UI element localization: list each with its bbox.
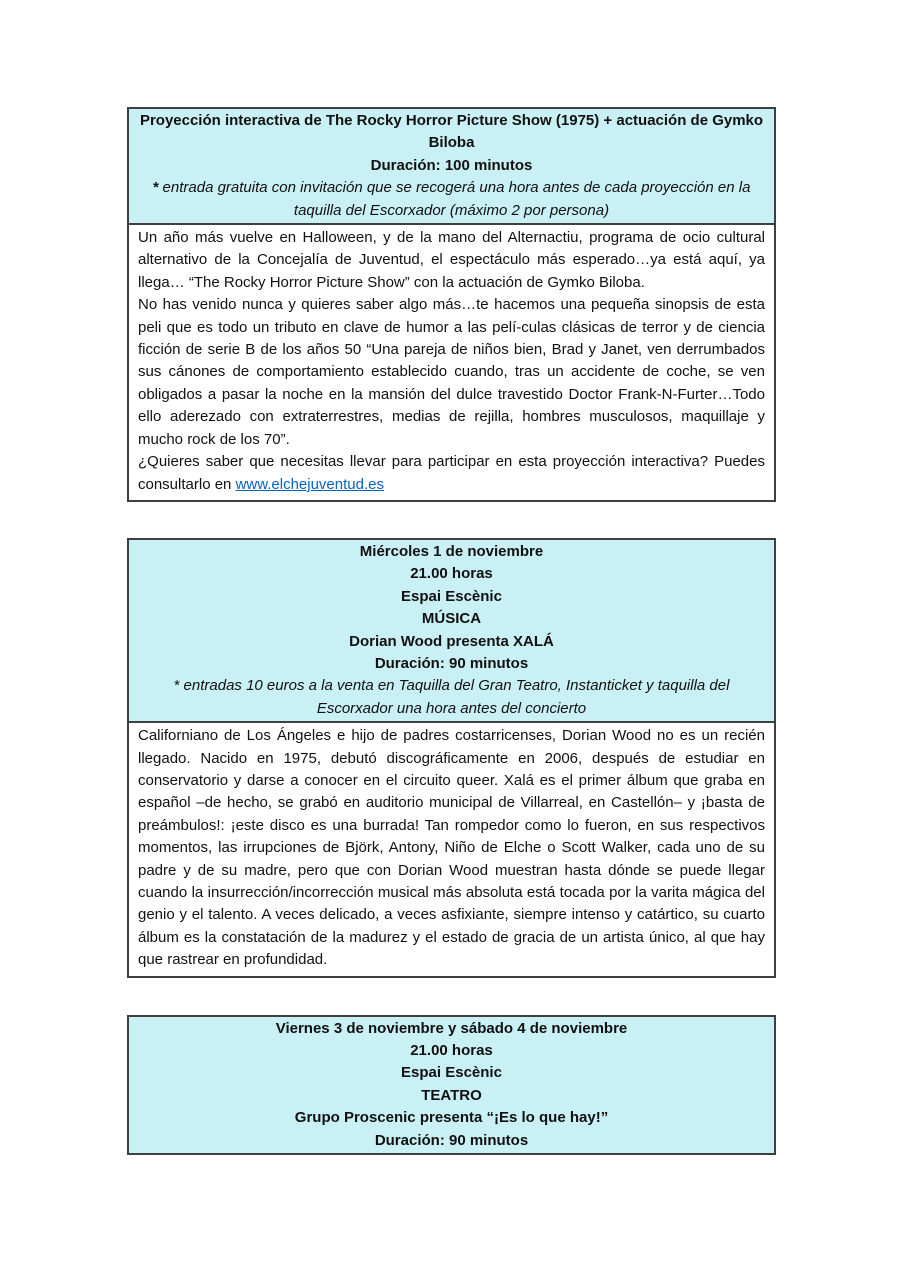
page-content [127, 107, 776, 1155]
event-show-title: Grupo Proscenic presenta “¡Es lo que hay!” [294, 1109, 609, 1127]
paragraph-text: ¿Quieres saber que necesitas llevar para participar en esta proyección interactiva? Puedes consultarlo en [138, 453, 765, 493]
event-date: Viernes 3 de noviembre y sábado 4 de noviembre [275, 1019, 628, 1037]
event-category: MÚSICA [421, 610, 482, 628]
ticket-note: * entradas 10 euros a la venta en Taquilla del Gran Teatro, Instanticket y taquilla del Escorxador una hora antes del concierto [173, 677, 730, 717]
note-asterisk: * [152, 179, 163, 197]
event-card-rocky-horror [127, 107, 776, 502]
event-header-rocky-horror [129, 109, 774, 225]
event-venue: Espai Escènic [401, 1064, 502, 1082]
event-category: TEATRO [421, 1086, 482, 1104]
event-header-dorian-wood [129, 540, 774, 723]
event-card-dorian-wood [127, 538, 776, 978]
event-time: 21.00 horas [410, 565, 493, 583]
event-card-proscenic [127, 1015, 776, 1155]
website-link[interactable]: www.elchejuventud.es [235, 475, 384, 493]
event-duration: Duración: 90 minutos [374, 1131, 529, 1149]
event-duration: Duración: 90 minutos [374, 654, 529, 672]
description-paragraph [138, 451, 765, 496]
event-duration: Duración: 100 minutos [370, 156, 533, 174]
event-show-title: Dorian Wood presenta XALÁ [349, 632, 554, 650]
description-paragraph: Un año más vuelve en Halloween, y de la mano del Alternactiu, programa de ocio cultural alternativo de la Concejalía de Juventud, el espectáculo más esperado…ya está aquí, ya llega… “The Rocky Horror Picture Show” con la actuación de Gymko Biloba. [138, 229, 765, 291]
event-time: 21.00 horas [410, 1042, 493, 1060]
ticket-note [139, 177, 764, 222]
description-paragraph: No has venido nunca y quieres saber algo más…te hacemos una pequeña sinopsis de esta peli que es todo un tributo en clave de humor a las pelí-culas clásicas de terror y de ciencia ficción de serie B de los años 50 “Una pareja de niños bien, Brad y Janet, ven derrumbados sus cánones de comportamiento establecido cuando, tras un accidente de coche, se ven obligados a pasar la noche en la mansión del dulce travestido Doctor Frank-N-Furter…Todo ello aderezado con extraterrestres, medias de rejilla, hombres musculosos, maquillaje y mucho rock de los 70”. [138, 296, 765, 448]
event-date: Miércoles 1 de noviembre [359, 542, 544, 560]
event-title: Proyección interactiva de The Rocky Horror Picture Show (1975) + actuación de Gymko Biloba [139, 112, 764, 152]
note-text: entrada gratuita con invitación que se recogerá una hora antes de cada proyección en la taquilla del Escorxador (máximo 2 por persona) [162, 179, 751, 219]
event-header-proscenic [129, 1017, 774, 1153]
event-description-rocky-horror [129, 225, 774, 500]
description-paragraph: Californiano de Los Ángeles e hijo de padres costarricenses, Dorian Wood no es un recién llegado. Nacido en 1975, debutó discográficamente en 2006, después de estudiar en conservatorio y darse a conocer en el circuito queer. Xalá es el primer álbum que graba en español –de hecho, se grabó en auditorio municipal de Villarreal, en Castellón– y ¡basta de preámbulos!: ¡este disco es una burrada! Tan rompedor como lo fueron, en sus respectivos momentos, las irrupciones de Björk, Antony, Niño de Elche o Scott Walker, cada uno de su padre y de su madre, pero que con Dorian Wood muestran hasta dónde se puede llegar cuando la insurrección/incorrección musical más absoluta está tocada por la varita mágica del genio y el talento. A veces delicado, a veces asfixiante, siempre intenso y catártico, su cuarto álbum es la constatación de la madurez y el estado de gracia de un artista único, al que hay que rastrear en profundidad. [138, 727, 765, 969]
event-description-dorian-wood [129, 723, 774, 975]
event-venue: Espai Escènic [401, 587, 502, 605]
